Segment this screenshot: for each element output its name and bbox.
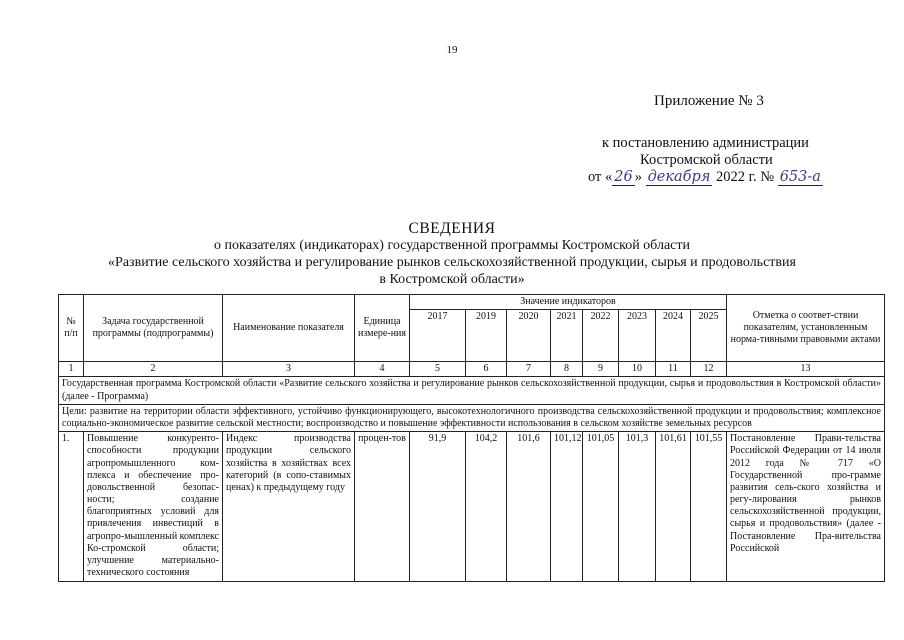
column-number: 4 [355, 362, 410, 377]
appendix-title: Приложение № 3 [654, 93, 764, 109]
row-value: 101,6 [507, 432, 551, 582]
row-value: 104,2 [466, 432, 507, 582]
row-value: 91,9 [410, 432, 466, 582]
header-year: 2024 [656, 310, 691, 362]
appendix-line1: к постановлению администрации [602, 135, 809, 151]
header-year: 2020 [507, 310, 551, 362]
header-year: 2023 [619, 310, 656, 362]
doc-number: 653-а [779, 169, 821, 185]
row-value: 101,05 [583, 432, 619, 582]
date-prefix: от « [588, 169, 613, 185]
header-year: 2021 [551, 310, 583, 362]
header-mark: Отметка о соответ-ствии показателям, установленным норма-тивными правовыми актами [727, 295, 885, 362]
header-year: 2017 [410, 310, 466, 362]
program-row: Государственная программа Костромской области «Развитие сельского хозяйства и регулирование рынков сельскохозяйственной продукции, сырья и продовольствия в Костромской области» (далее - Программа) [59, 377, 885, 404]
header-values-group: Значение индикаторов [410, 295, 727, 310]
table-row [59, 432, 885, 582]
row-indicator-name: Индекс производства продукции сельского хозяйства в хозяйствах всех категорий (в сопо-ставимых ценах) к предыдущему году [223, 432, 355, 582]
header-task: Задача государственной программы (подпрограммы) [84, 295, 223, 362]
goals-row: Цели: развитие на территории области эффективного, устойчиво функционирующего, высокотехнологичного производства сельскохозяйственной продукции и продовольствия; комплексное социально-экономическое развитие сельской местности; воспроизводство и повышение эффективности использования в сельском хозяйстве земельных ресурсов [59, 404, 885, 431]
column-number: 6 [466, 362, 507, 377]
column-number: 7 [507, 362, 551, 377]
appendix-date-line [588, 169, 823, 186]
column-numbers-row [59, 362, 885, 377]
header-name: Наименование показателя [223, 295, 355, 362]
heading-line3: «Развитие сельского хозяйства и регулирование рынков сельскохозяйственной продукции, сырья и продовольствия [108, 255, 796, 270]
heading-line4: в Костромской области» [379, 272, 525, 287]
column-number: 5 [410, 362, 466, 377]
header-num: № п/п [59, 295, 84, 362]
column-number: 13 [727, 362, 885, 377]
column-number: 2 [84, 362, 223, 377]
row-value: 101,12 [551, 432, 583, 582]
column-number: 9 [583, 362, 619, 377]
column-number: 3 [223, 362, 355, 377]
row-value: 101,55 [691, 432, 727, 582]
appendix-line2: Костромской области [640, 152, 773, 168]
heading-line2: о показателях (индикаторах) государственной программы Костромской области [214, 238, 690, 253]
row-value: 101,61 [656, 432, 691, 582]
column-number: 10 [619, 362, 656, 377]
row-unit: процен-тов [355, 432, 410, 582]
date-year: 2022 г. № [716, 169, 775, 185]
header-year: 2022 [583, 310, 619, 362]
row-mark: Постановление Прави-тельства Российской Федерации от 14 июля 2012 года № 717 «О Государственной про-грамме развития сель-ского хозяйства и регу-лирования рынков сельскохозяйственной продукции, сырья и продовольствия» (далее - Постановление Пра-вительства Российской [727, 432, 885, 582]
header-unit: Единица измере-ния [355, 295, 410, 362]
row-value: 101,3 [619, 432, 656, 582]
row-task: Повышение конкуренто-способности продукции агропромышленного ком-плекса и обеспечение про-довольственной безопас-ности; создание благоприятных условий для привлечения инвестиций в агропро-мышленный комплекс Ко-стромской области; улучшение материально-технического состояния [84, 432, 223, 582]
header-year: 2019 [466, 310, 507, 362]
date-month: декабря [647, 169, 711, 185]
heading-title: СВЕДЕНИЯ [408, 220, 496, 237]
header-year: 2025 [691, 310, 727, 362]
column-number: 1 [59, 362, 84, 377]
date-day: 26 [614, 169, 633, 185]
column-number: 12 [691, 362, 727, 377]
date-mid: » [634, 169, 642, 185]
column-number: 8 [551, 362, 583, 377]
indicators-table [58, 294, 885, 582]
column-number: 11 [656, 362, 691, 377]
row-num: 1. [59, 432, 84, 582]
page-number: 19 [446, 44, 458, 56]
